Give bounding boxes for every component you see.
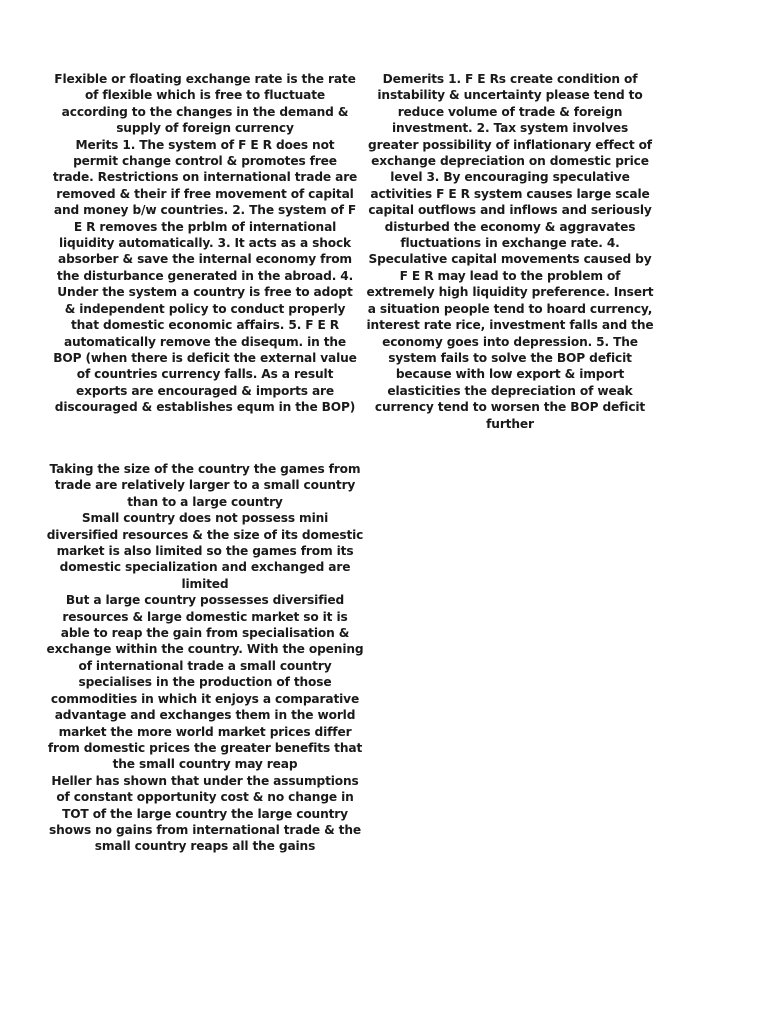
small-country-paragraph: Small country does not possess mini diversified resources & the size of its domestic market is also limited so the games from its domestic specialization and exchanged are limited (46, 511, 364, 591)
fer-demerits-paragraph: Demerits 1. F E Rs create condition of instability & uncertainty please tend to reduce volume of trade & foreign investment. 2. Tax system involves greater possibility of inflationary effect of exchange depreciation on domestic price level 3. By encouraging speculative activities F E R system causes large scale capital outflows and inflows and seriously disturbed the economy & aggravates fluctuations in exchange rate. 4. Speculative capital movements caused by F E R may lead to the problem of extremely high liquidity preference. Insert a situation people tend to hoard currency, interest rate rice, investment falls and the economy goes into depression. 5. The system fails to solve the BOP deficit because with low export & import elasticities the depreciation of weak currency tend to worsen the BOP deficit further (366, 72, 654, 431)
large-country-paragraph: But a large country possesses diversified resources & large domestic market so it is able to reap the gain from specialisation & exchange within the country. With the opening of international trade a small country specialises in the production of those commodities in which it enjoys a comparative advantage and exchanges them in the world market the more world market prices differ from domestic prices the greater benefits that the small country may reap (46, 593, 364, 772)
heller-paragraph: Heller has shown that under the assumptions of constant opportunity cost & no change in TOT of the large country the large country shows no gains from international trade & the small country reaps all the gains (48, 773, 362, 854)
fer-definition-paragraph: Flexible or floating exchange rate is the rate of flexible which is free to fluctuate according to the changes in the demand & supply of foreign currency (54, 72, 356, 136)
country-size-trade-text-block (46, 461, 364, 855)
fer-merits-paragraph: Merits 1. The system of F E R does not permit change control & promotes free trade. Restrictions on international trade are removed & their if free movement of capital and money b/w countries. 2. The system of F E R removes the prblm of international liquidity automatically. 3. It acts as a shock absorber & save the internal economy from the disturbance generated in the abroad. 4. Under the system a country is free to adopt & independent policy to conduct properly that domestic economic affairs. 5. F E R automatically remove the disequm. in the BOP (when there is deficit the external value of countries currency falls. As a result exports are encouraged & imports are discouraged & establishes equm in the BOP) (52, 137, 358, 415)
country-size-intro-paragraph: Taking the size of the country the games from trade are relatively larger to a small country than to a large country (49, 462, 361, 509)
fer-merits-text-block (52, 71, 358, 416)
fer-demerits-text-block (366, 71, 654, 432)
